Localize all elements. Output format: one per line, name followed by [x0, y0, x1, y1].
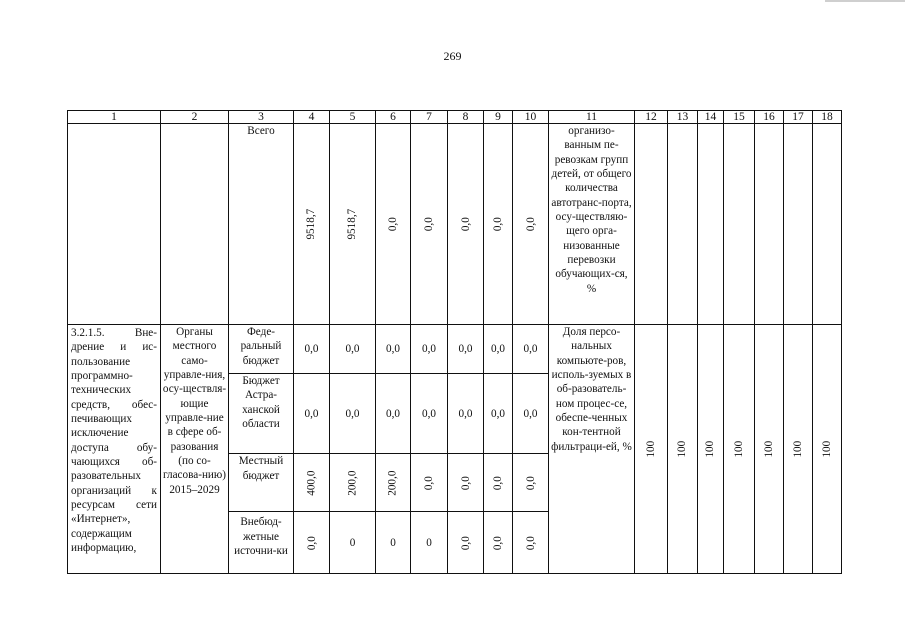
column-number: 11: [549, 111, 635, 124]
column-number: 6: [376, 111, 411, 124]
value-cell: 0,0: [330, 374, 376, 454]
page-number: 269: [443, 49, 462, 63]
target-cell: [755, 325, 784, 574]
column-number: 14: [698, 111, 724, 124]
empty-cell: [724, 124, 755, 325]
value-text: 0,0: [524, 217, 537, 231]
budget-table: [67, 110, 842, 574]
value-text: 0,0: [386, 217, 399, 231]
empty-cell: [755, 124, 784, 325]
top-edge-rule: [825, 0, 905, 2]
value-cell: 0,0: [513, 374, 549, 454]
value-text: 0,0: [491, 475, 504, 490]
value-text: 200,0: [346, 470, 359, 496]
column-number: 17: [784, 111, 813, 124]
column-number: 15: [724, 111, 755, 124]
value-cell: 0,0: [484, 325, 513, 374]
target-cell: [635, 325, 668, 574]
continuation-row: [68, 124, 842, 325]
column-number: 4: [294, 111, 330, 124]
target-value: 100: [676, 440, 689, 458]
empty-cell: [698, 124, 724, 325]
value-cell: 0,0: [448, 374, 484, 454]
empty-cell: [68, 124, 161, 325]
value-cell: 0,0: [330, 325, 376, 374]
value-cell: [484, 124, 513, 325]
column-number: 8: [448, 111, 484, 124]
value-text: 0,0: [491, 217, 504, 231]
empty-cell: [784, 124, 813, 325]
value-text: 9518,7: [346, 208, 359, 240]
value-cell: [330, 124, 376, 325]
value-cell: 0,0: [376, 374, 411, 454]
target-value: 100: [762, 440, 775, 458]
value-cell: 0,0: [411, 325, 448, 374]
column-number: 3: [229, 111, 294, 124]
value-cell: [294, 512, 330, 574]
value-cell: 0,0: [448, 325, 484, 374]
value-cell: [513, 512, 549, 574]
value-cell: 0,0: [513, 325, 549, 374]
target-value: 100: [732, 440, 745, 458]
column-number: 18: [813, 111, 842, 124]
value-cell: [484, 512, 513, 574]
value-text: 400,0: [305, 470, 318, 496]
funding-source: Внебюд-жетные источни-ки: [229, 512, 294, 574]
value-cell: [330, 454, 376, 512]
value-text: 0,0: [422, 475, 435, 490]
value-cell: [448, 512, 484, 574]
value-cell: [484, 454, 513, 512]
indicator-text: организо-ванным пе-ревозкам групп детей, от общего количества автотранс-порта, осу-ществляю-щего орга-низованные перевозки обучающих-ся, %: [549, 124, 635, 325]
measure-description: 3.2.1.5. Вне-дрение и ис-пользование программно-технических средств, обес-печивающих исключение доступа обу-чающихся об-разовательных организаций к ресурсам сети «Интернет», содержащим информацию,: [68, 325, 161, 574]
target-cell: [784, 325, 813, 574]
value-cell: 0,0: [294, 374, 330, 454]
column-number: 16: [755, 111, 784, 124]
value-cell: [411, 454, 448, 512]
column-number: 2: [161, 111, 229, 124]
value-cell: 0: [376, 512, 411, 574]
value-text: 9518,7: [305, 208, 318, 240]
value-cell: 0: [411, 512, 448, 574]
value-cell: [376, 454, 411, 512]
column-number: 5: [330, 111, 376, 124]
value-text: 0,0: [524, 475, 537, 490]
empty-cell: [161, 124, 229, 325]
value-cell: [294, 124, 330, 325]
value-cell: 0: [330, 512, 376, 574]
column-number-row: [68, 111, 842, 124]
target-cell: [698, 325, 724, 574]
value-text: 0,0: [459, 475, 472, 490]
value-cell: [513, 454, 549, 512]
target-cell: [813, 325, 842, 574]
value-cell: [376, 124, 411, 325]
value-text: 0,0: [459, 217, 472, 231]
funding-source: Местный бюджет: [229, 454, 294, 512]
total-label: Всего: [229, 124, 294, 325]
value-cell: [448, 454, 484, 512]
value-cell: 0,0: [411, 374, 448, 454]
column-number: 7: [411, 111, 448, 124]
value-cell: 0,0: [376, 325, 411, 374]
funding-source: Феде-ральный бюджет: [229, 325, 294, 374]
source-row: [68, 325, 842, 374]
value-cell: [448, 124, 484, 325]
value-cell: 0,0: [294, 325, 330, 374]
indicator-text: Доля персо-нальных компьюте-ров, исполь-зуемых в об-разователь-ном процес-се, обеспе-ченных кон-тентной фильтраци-ей, %: [549, 325, 635, 454]
column-number: 9: [484, 111, 513, 124]
value-cell: [513, 124, 549, 325]
target-value: 100: [820, 440, 833, 458]
executor-text: Органы местного само-управле-ния, осу-ществля-ющие управле-ние в сфере об-разования (по со-гласова-нию) 2015–2029: [161, 325, 229, 574]
value-cell: [411, 124, 448, 325]
value-text: 200,0: [386, 470, 399, 496]
column-number: 12: [635, 111, 668, 124]
column-number: 10: [513, 111, 549, 124]
column-number: 13: [668, 111, 698, 124]
value-text: 0,0: [422, 217, 435, 231]
value-cell: [294, 454, 330, 512]
target-value: 100: [644, 440, 657, 458]
target-cell: [724, 325, 755, 574]
target-value: 100: [704, 440, 717, 458]
value-text: 0,0: [305, 535, 318, 550]
empty-cell: [635, 124, 668, 325]
value-text: 0,0: [459, 535, 472, 550]
empty-cell: [549, 454, 635, 574]
value-text: 0,0: [524, 535, 537, 550]
funding-source: Бюджет Астра-ханской области: [229, 374, 294, 454]
column-number: 1: [68, 111, 161, 124]
target-cell: [668, 325, 698, 574]
value-text: 0,0: [491, 535, 504, 550]
empty-cell: [668, 124, 698, 325]
target-value: 100: [791, 440, 804, 458]
value-cell: 0,0: [484, 374, 513, 454]
empty-cell: [813, 124, 842, 325]
